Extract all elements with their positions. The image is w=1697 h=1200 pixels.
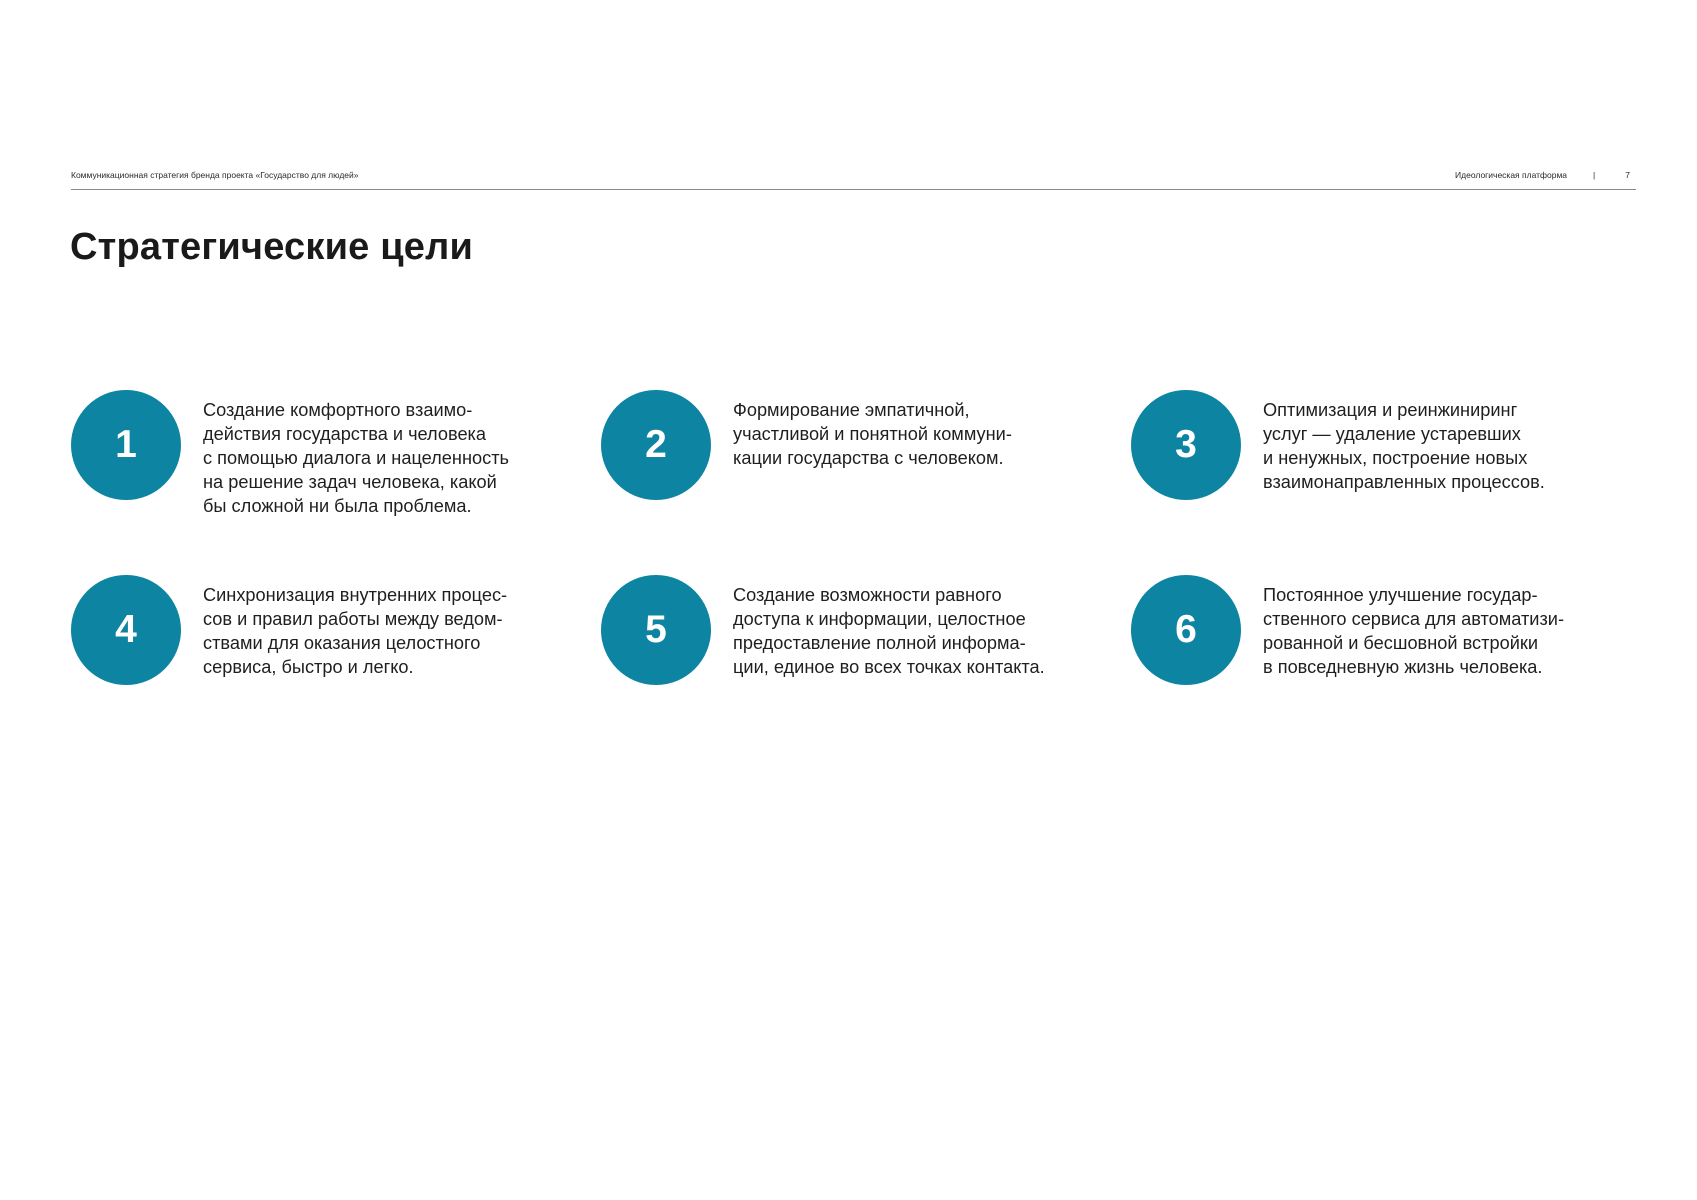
page-title: Стратегические цели [70,226,474,268]
goal-number-badge: 2 [601,390,711,500]
page-number: 7 [1625,170,1630,180]
goal-description: Создание комфортного взаимо- действия государства и человека с помощью диалога и нацеленность на решение задач человека, какой бы сложной ни была проблема. [203,400,510,516]
goal-item-3 [1131,390,1651,550]
goal-description: Оптимизация и реинжиниринг услуг — удаление устаревших и ненужных, построение новых взаимонаправленных процессов. [1263,400,1545,492]
goal-item-5 [601,575,1121,735]
goal-number-badge: 5 [601,575,711,685]
goal-number-badge: 4 [71,575,181,685]
goal-description: Постоянное улучшение государ- ственного сервиса для автоматизи- рованной и бесшовной встройки в повседневную жизнь человека. [1263,585,1565,677]
goal-number-badge: 6 [1131,575,1241,685]
header-separator: | [1593,170,1596,180]
section-name: Идеологическая платформа [1455,170,1568,180]
goal-item-4 [71,575,591,735]
goal-item-6 [1131,575,1651,735]
goal-number-badge: 1 [71,390,181,500]
goal-description: Создание возможности равного доступа к информации, целостное предоставление полной информа- ции, единое во всех точках контакта. [733,585,1045,677]
goal-description: Формирование эмпатичной, участливой и понятной коммуни- кации государства с человеком. [733,400,1012,468]
goals-grid [71,390,1641,690]
running-header-right [1455,170,1636,181]
running-header [71,170,1636,190]
document-title: Коммуникационная стратегия бренда проекта «Государство для людей» [71,170,359,180]
goal-item-2 [601,390,1121,550]
goal-number-badge: 3 [1131,390,1241,500]
goal-description: Синхронизация внутренних процес- сов и правил работы между ведом- ствами для оказания целостного сервиса, быстро и легко. [203,585,508,677]
goal-item-1 [71,390,591,550]
